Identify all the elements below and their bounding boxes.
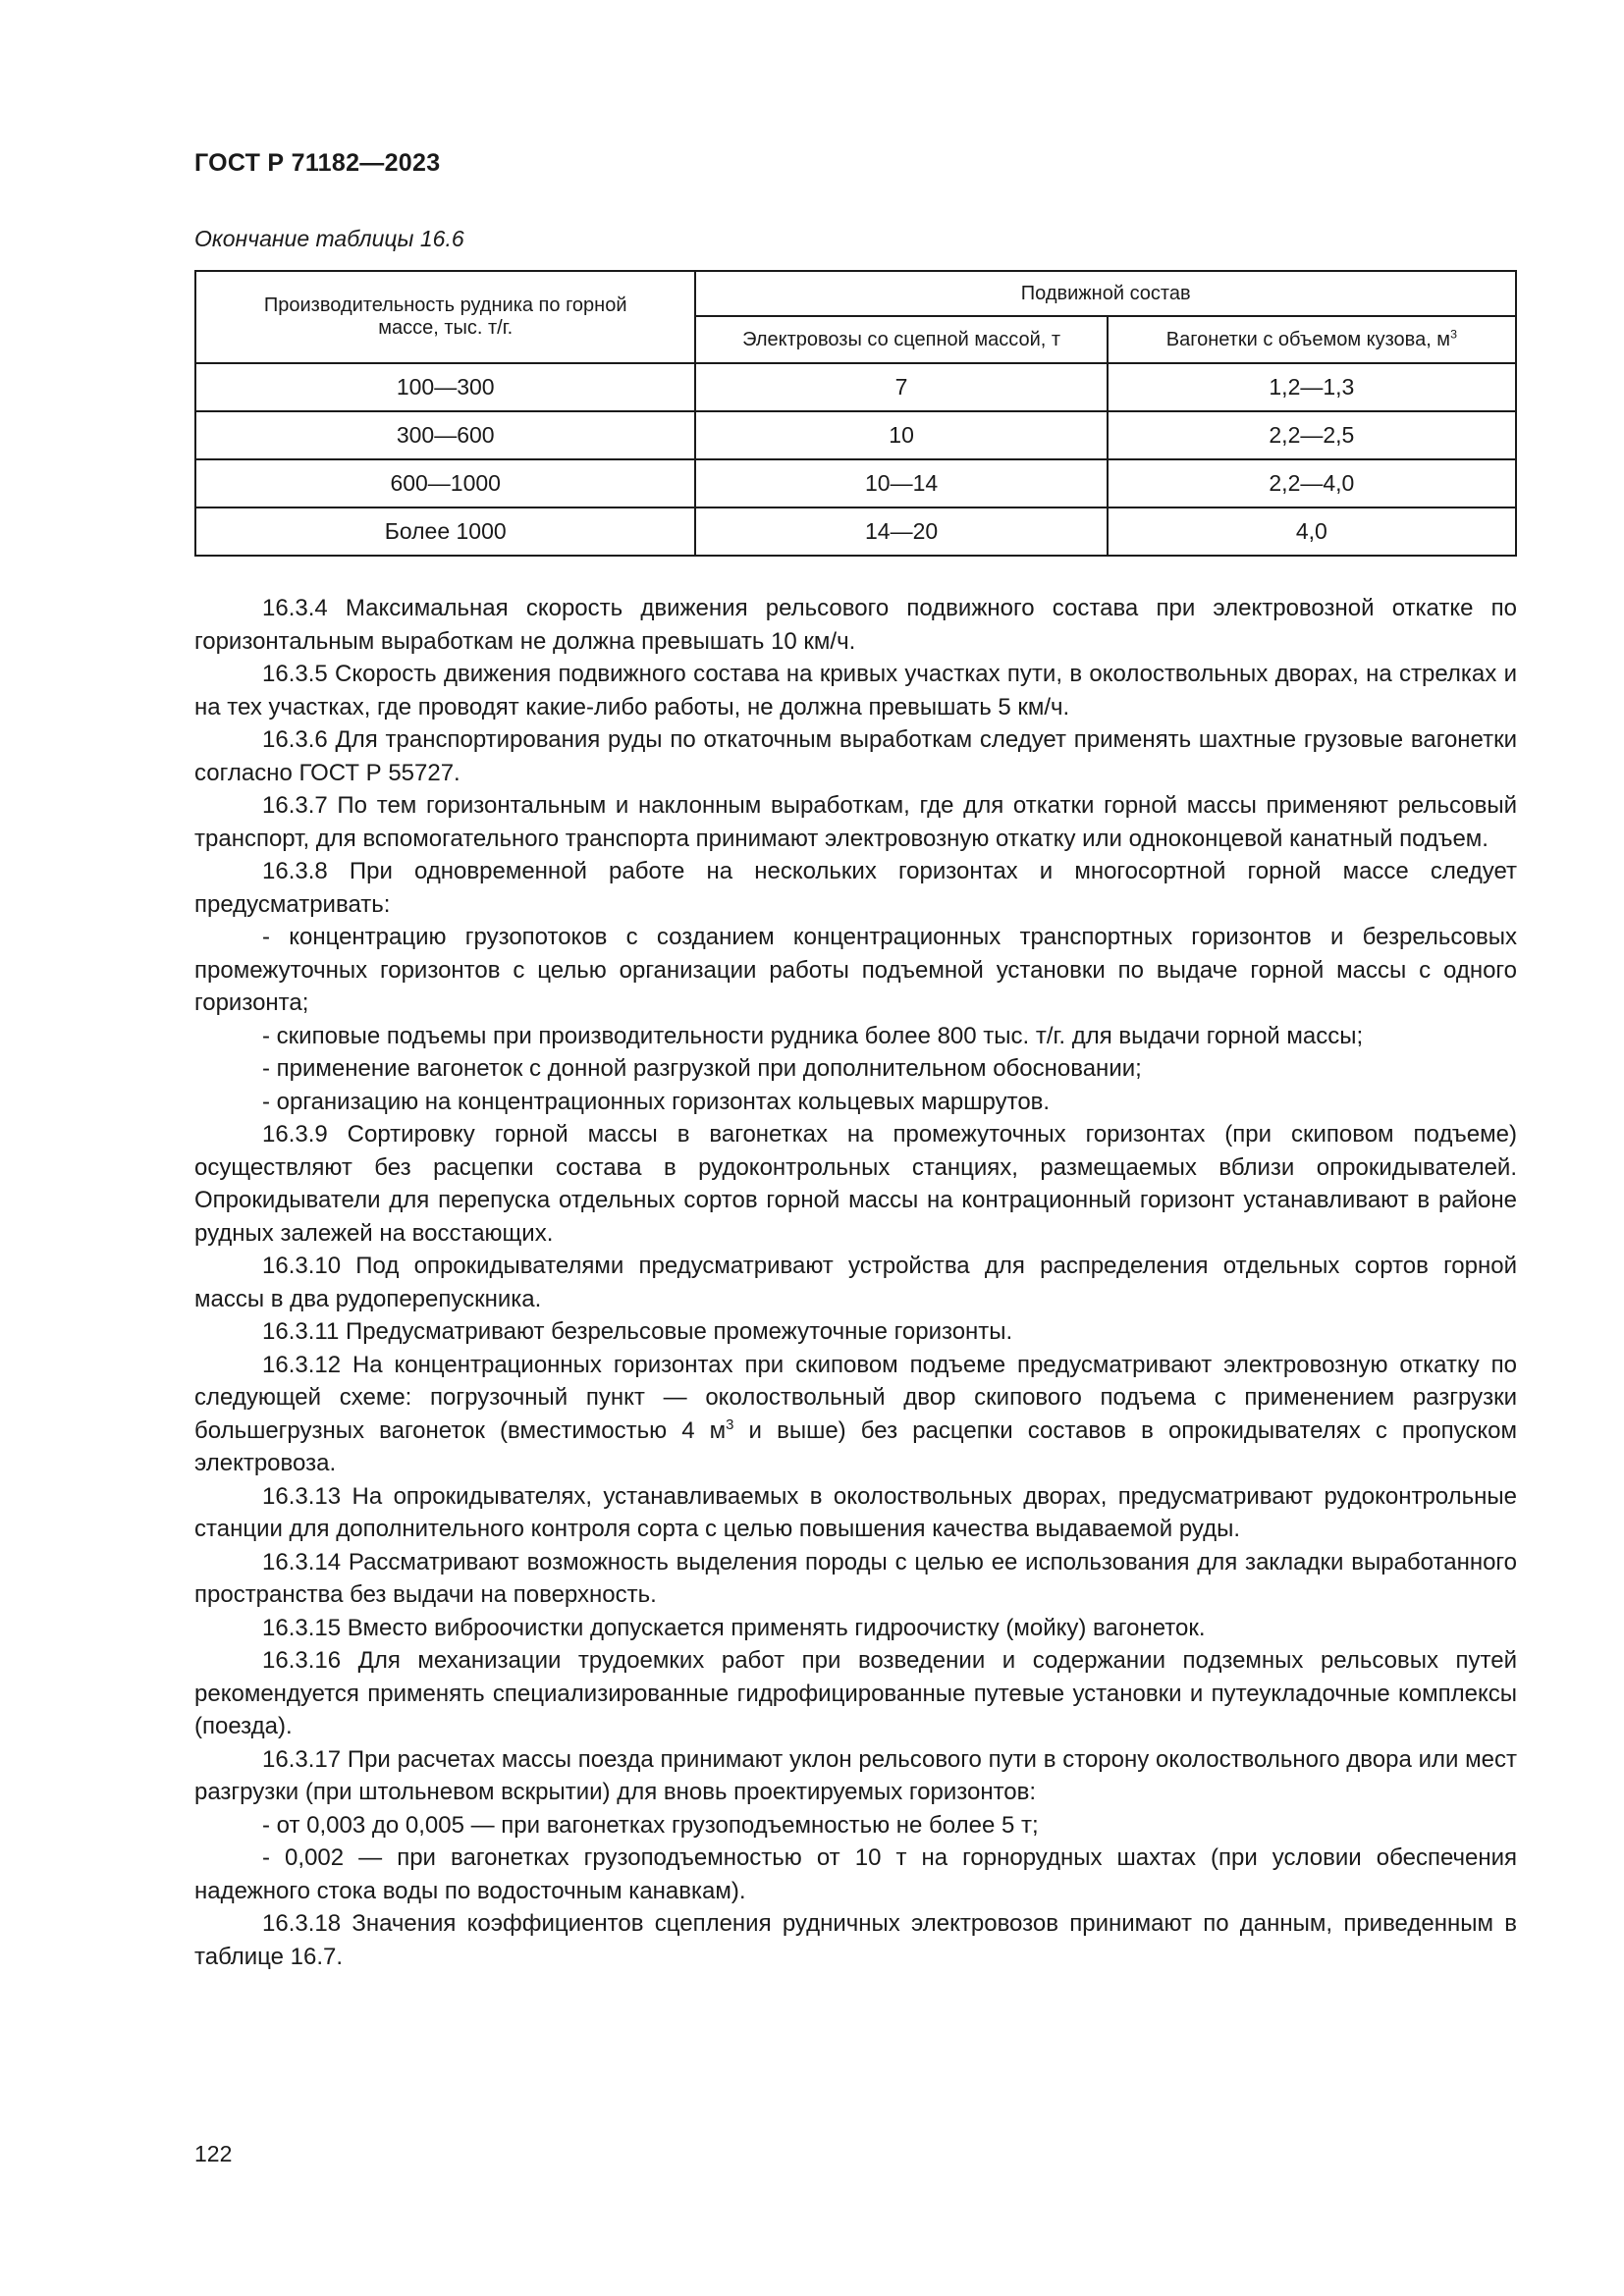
table-row (195, 459, 1516, 507)
header-wagons-sup: 3 (1450, 326, 1457, 341)
header-locomotives: Электровозы со сцепной массой, т (695, 316, 1107, 363)
paragraph-16-3-7: 16.3.7 По тем горизонтальным и наклонным выработкам, где для откатки горной массы применяют рельсовый транспорт, для вспомогательного транспорта принимают электровозную откатку или одноконцевой канатный подъем. (194, 792, 1517, 852)
paragraph-16-3-10: 16.3.10 Под опрокидывателями предусматривают устройства для распределения отдельных сортов горной массы в два рудоперепускника. (194, 1253, 1517, 1312)
cell-wagon: 2,2—2,5 (1108, 411, 1516, 459)
list-item: - от 0,003 до 0,005 — при вагонетках грузоподъемностью не более 5 т; (262, 1811, 1039, 1839)
paragraph-16-3-4: 16.3.4 Максимальная скорость движения рельсового подвижного состава при электровозной откатке по горизонтальным выработкам не должна превышать 10 км/ч. (194, 595, 1517, 655)
paragraph-16-3-6: 16.3.6 Для транспортирования руды по откаточным выработкам следует применять шахтные грузовые вагонетки согласно ГОСТ Р 55727. (194, 726, 1517, 786)
table-row (195, 507, 1516, 556)
table-caption: Окончание таблицы 16.6 (194, 226, 464, 251)
paragraph-16-3-12-part-a: 16.3.12 На концентрационных горизонтах при скиповом подъеме предусматривают электровозную откатку по следующей схеме: погрузочный пункт — околоствольный двор скипового подъема с применением разгрузки большегрузных вагонеток (вместимостью 4 м (194, 1351, 1517, 1444)
paragraph-16-3-11: 16.3.11 Предусматривают безрельсовые промежуточные горизонты. (262, 1318, 1013, 1345)
paragraph-16-3-16: 16.3.16 Для механизации трудоемких работ при возведении и содержании подземных рельсовых путей рекомендуется применять специализированные гидрофицированные путевые установки и путеукладочные комплексы (поезда). (194, 1647, 1517, 1739)
cell-locomotive: 7 (695, 363, 1107, 411)
cell-productivity: 600—1000 (195, 459, 695, 507)
paragraph-16-3-17: 16.3.17 При расчетах массы поезда принимают уклон рельсового пути в сторону околоствольного двора или мест разгрузки (при штольневом вскрытии) для вновь проектируемых горизонтов: (194, 1745, 1517, 1805)
table-row (195, 363, 1516, 411)
cell-locomotive: 10—14 (695, 459, 1107, 507)
paragraph-16-3-9: 16.3.9 Сортировку горной массы в вагонетках на промежуточных горизонтах (при скиповом подъеме) осуществляют без расцепки состава в рудоконтрольных станциях, размещаемых вблизи опрокидывателей. Опрокидыватели для перепуска отдельных сортов горной массы на контрационный горизонт устанавливают в районе рудных залежей на восстающих. (194, 1121, 1517, 1247)
paragraph-16-3-18: 16.3.18 Значения коэффициентов сцепления рудничных электровозов принимают по данным, приведенным в таблице 16.7. (194, 1910, 1517, 1970)
cell-productivity: Более 1000 (195, 507, 695, 556)
table-row (195, 411, 1516, 459)
cell-wagon: 2,2—4,0 (1108, 459, 1516, 507)
paragraph-16-3-5: 16.3.5 Скорость движения подвижного состава на кривых участках пути, в околоствольных дворах, на стрелках и на тех участках, где проводят какие-либо работы, не должна превышать 5 км/ч. (194, 661, 1517, 721)
cell-productivity: 300—600 (195, 411, 695, 459)
cell-wagon: 1,2—1,3 (1108, 363, 1516, 411)
body-text (194, 592, 1517, 1973)
cell-locomotive: 14—20 (695, 507, 1107, 556)
header-productivity: Производительность рудника по горной массе, тыс. т/г. (195, 271, 695, 363)
header-wagons (1108, 316, 1516, 363)
paragraph-16-3-14: 16.3.14 Рассматривают возможность выделения породы с целью ее использования для закладки выработанного пространства без выдачи на поверхность. (194, 1548, 1517, 1608)
header-rolling-stock: Подвижной состав (695, 271, 1516, 316)
cell-productivity: 100—300 (195, 363, 695, 411)
paragraph-16-3-12-part-b: и выше) без расцепки составов в опрокидывателях с пропуском электровоза. (194, 1416, 1517, 1476)
list-item: - организацию на концентрационных горизонтах кольцевых маршрутов. (262, 1088, 1051, 1115)
paragraph-16-3-12-sup: 3 (726, 1416, 734, 1433)
paragraph-16-3-8: 16.3.8 При одновременной работе на нескольких горизонтах и многосортной горной массе следует предусматривать: (194, 858, 1517, 918)
paragraph-16-3-15: 16.3.15 Вместо виброочистки допускается применять гидроочистку (мойку) вагонеток. (262, 1614, 1206, 1641)
document-code-header: ГОСТ Р 71182—2023 (194, 149, 441, 177)
paragraph-16-3-12 (194, 1349, 1517, 1480)
header-wagons-label: Вагонетки с объемом кузова, м (1165, 328, 1451, 350)
paragraph-16-3-13: 16.3.13 На опрокидывателях, устанавливаемых в околоствольных дворах, предусматривают рудоконтрольные станции для дополнительного контроля сорта с целью повышения качества выдаваемой руды. (194, 1482, 1517, 1542)
list-item: - концентрацию грузопотоков с созданием концентрационных транспортных горизонтов и безрельсовых промежуточных горизонтов с целью организации работы подъемной установки по выдаче горной массы с одного горизонта; (194, 924, 1517, 1016)
cell-wagon: 4,0 (1108, 507, 1516, 556)
list-item: - применение вагонеток с донной разгрузкой при дополнительном обосновании; (262, 1055, 1142, 1082)
page-number: 122 (194, 2141, 233, 2166)
cell-locomotive: 10 (695, 411, 1107, 459)
list-item: - 0,002 — при вагонетках грузоподъемностью от 10 т на горнорудных шахтах (при условии обеспечения надежного стока воды по водосточным канавкам). (194, 1844, 1517, 1904)
rolling-stock-table (194, 270, 1517, 557)
list-item: - скиповые подъемы при производительности рудника более 800 тыс. т/г. для выдачи горной массы; (262, 1022, 1364, 1049)
